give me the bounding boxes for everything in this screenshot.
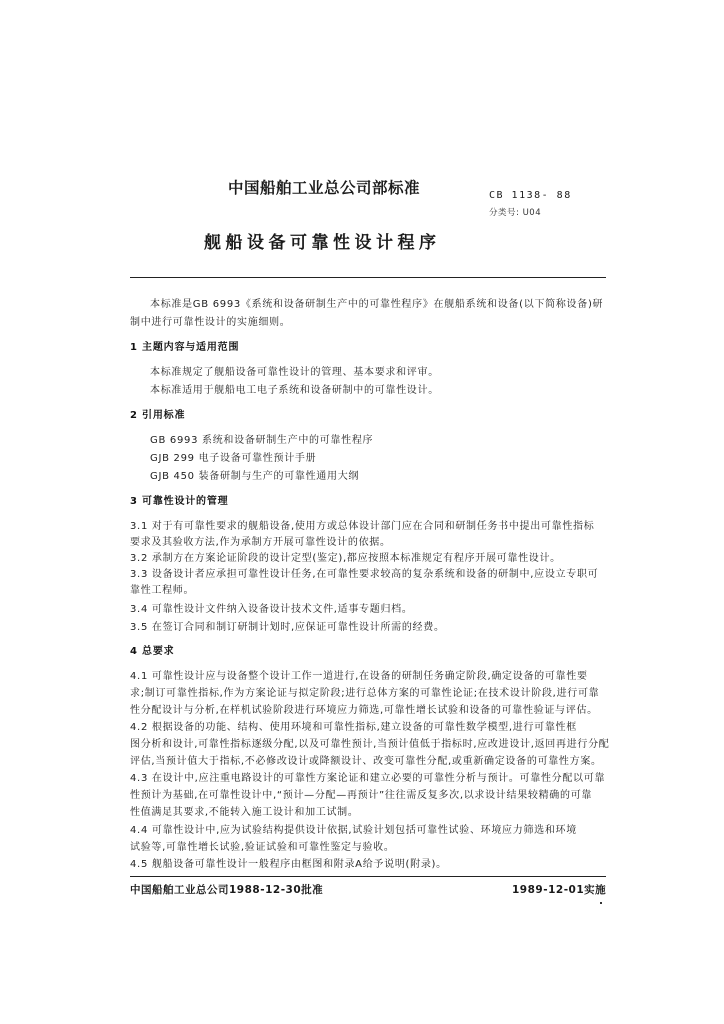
section-4-line: 4.1 可靠性设计应与设备整个设计工作一道进行,在设备的研制任务确定阶段,确定设备的可靠性要 <box>130 671 588 682</box>
section-3-line: 3.2 承制方在方案论证阶段的设计定型(鉴定),都应按照本标准规定有程序开展可靠性设计。 <box>130 553 561 564</box>
section-4-line: 性预计为基础,在可靠性设计中,“预计—分配—再预计”往往需反复多次,以求设计结果较精确的可靠 <box>130 790 593 801</box>
intro-line-1: 本标准是GB 6993《系统和设备研制生产中的可靠性程序》在舰船系统和设备(以下简称设备)研 <box>150 299 604 310</box>
section-4-line: 4.2 根据设备的功能、结构、使用环境和可靠性指标,建立设备的可靠性数学模型,进行可靠性框 <box>130 722 577 733</box>
section-4-line: 试验等,可靠性增长试验,验证试验和可靠性鉴定与验收。 <box>130 842 395 853</box>
section-4-line: 求;制订可靠性指标,作为方案论证与拟定阶段;进行总体方案的可靠性论证;在技术设计阶段,进行可靠 <box>130 688 600 699</box>
standard-org-heading: 中国船舶工业总公司部标准 <box>228 179 421 197</box>
reference-item: GJB 299 电子设备可靠性预计手册 <box>150 453 317 464</box>
section-4-line: 评估,当预计值大于指标,不必修改设计或降额设计、改变可靠性分配,或重新确定设备的可靠性方案。 <box>130 756 602 767</box>
reference-item: GB 6993 系统和设备研制生产中的可靠性程序 <box>150 435 374 446</box>
standard-number: CB 1138- 88 <box>489 190 572 201</box>
section-4-line: 性值满足其要求,不能转入施工设计和加工试制。 <box>130 807 359 818</box>
section-3-line: 要求及其验收方法,作为承制方开展可靠性设计的依据。 <box>130 537 391 548</box>
section-4-line: 图分析和设计,可靠性指标逐级分配,以及可靠性预计,当预计值低于指标时,应改进设计,返回再进行分配 <box>130 739 610 750</box>
effective-date: 1989-12-01实施 <box>512 884 607 896</box>
reference-item: GJB 450 装备研制与生产的可靠性通用大纲 <box>150 471 360 482</box>
intro-line-2: 制中进行可靠性设计的实施细则。 <box>130 317 291 328</box>
document-title: 舰船设备可靠性设计程序 <box>204 233 441 253</box>
section-2-heading: 2 引用标准 <box>130 410 186 421</box>
section-1-heading: 1 主题内容与适用范围 <box>130 342 240 353</box>
top-divider <box>130 277 606 278</box>
scan-mark <box>600 902 602 904</box>
section-3-line: 3.1 对于有可靠性要求的舰船设备,使用方或总体设计部门应在合同和研制任务书中提出可靠性指标 <box>130 521 595 532</box>
classification-code: 分类号: U04 <box>489 208 542 218</box>
section-3-line: 3.5 在签订合同和制订研制计划时,应保证可靠性设计所需的经费。 <box>130 622 445 633</box>
section-3-line: 3.4 可靠性设计文件纳入设备设计技术文件,适事专题归档。 <box>130 604 413 615</box>
section-1-line: 本标准适用于舰船电工电子系统和设备研制中的可靠性设计。 <box>150 385 439 396</box>
bottom-divider <box>130 876 606 877</box>
section-4-line: 性分配设计与分析,在样机试验阶段进行环境应力筛选,可靠性增长试验和设备的可靠性验证与评估。 <box>130 705 598 716</box>
section-3-line: 靠性工程师。 <box>130 585 195 596</box>
section-4-line: 4.4 可靠性设计中,应为试验结构提供设计依据,试验计划包括可靠性试验、环境应力筛选和环境 <box>130 825 577 836</box>
section-4-heading: 4 总要求 <box>130 646 175 657</box>
approval-line: 中国船舶工业总公司1988-12-30批准 <box>130 884 324 896</box>
section-3-heading: 3 可靠性设计的管理 <box>130 496 229 507</box>
section-4-line: 4.5 舰船设备可靠性设计一般程序由框图和附录A给予说明(附录)。 <box>130 859 447 870</box>
section-1-line: 本标准规定了舰船设备可靠性设计的管理、基本要求和评审。 <box>150 367 439 378</box>
section-3-line: 3.3 设备设计者应承担可靠性设计任务,在可靠性要求较高的复杂系统和设备的研制中,应设立专职可 <box>130 569 599 580</box>
section-4-line: 4.3 在设计中,应注重电路设计的可靠性方案论证和建立必要的可靠性分析与预计。可靠性分配以可靠 <box>130 773 606 784</box>
